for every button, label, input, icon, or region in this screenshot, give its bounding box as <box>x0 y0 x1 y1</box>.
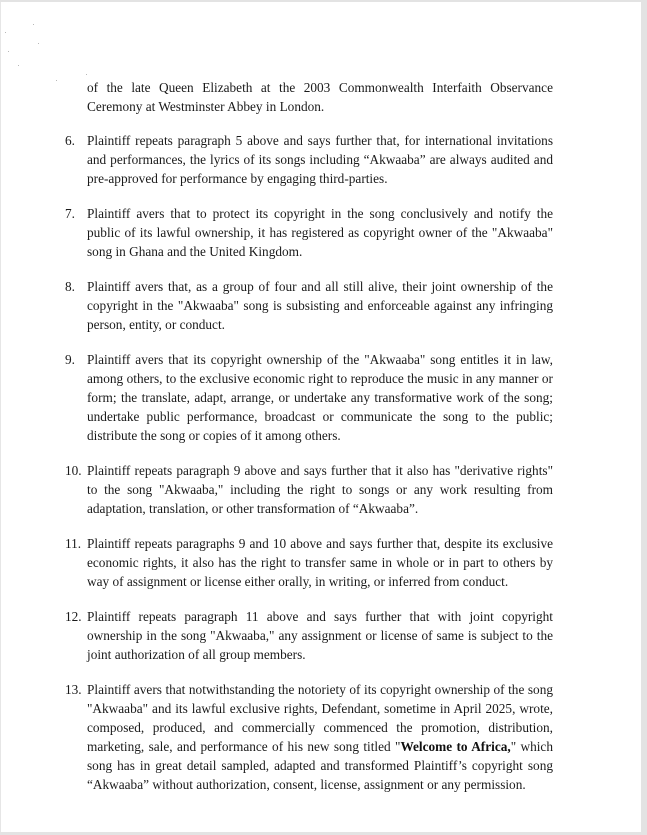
paragraph-13 <box>65 680 553 794</box>
paragraph-number: 9. <box>65 352 75 367</box>
paragraph-number: 11. <box>65 536 82 551</box>
paragraph-text: Plaintiff avers that its copyright ownership of the "Akwaaba" song entitles it in law, among others, to the exclusive economic right to reproduce the music in any manner or form; the translate, adapt, arrange, or undertake any transformative work of the song; undertake public performance, broadcast or communicate the song to the public; distribute the song or copies of it among others. <box>87 352 553 443</box>
paragraph-6 <box>65 131 553 188</box>
paragraph-text <box>87 680 553 794</box>
paragraph-text: Plaintiff repeats paragraph 5 above and says further that, for international invitations and performances, the lyrics of its songs including “Akwaaba” are always audited and pre-approved for performance by engaging third-parties. <box>87 133 553 186</box>
continuation-text: of the late Queen Elizabeth at the 2003 Commonwealth Interfaith Observance Ceremony at Westminster Abbey in London. <box>87 80 553 114</box>
document-body <box>65 78 553 794</box>
paragraph-text: Plaintiff avers that to protect its copyright in the song conclusively and notify the public of its lawful ownership, it has registered as copyright owner of the "Akwaaba" song in Ghana and the United Kingdom. <box>87 206 553 259</box>
paragraph-number: 13. <box>65 682 82 697</box>
paragraph-number: 10. <box>65 463 82 478</box>
paragraph-number: 7. <box>65 206 75 221</box>
paragraph-11 <box>65 534 553 591</box>
paragraph-text-before-title: Plaintiff avers that notwithstanding the notoriety of its copyright ownership of the song "Akwaaba" and its lawful exclusive rights, Defendant, sometime in April 2025, wrote, composed, produced, and commercially commenced the promotion, distribution, marketing, sale, and performance of his new song titled " <box>87 682 553 754</box>
paragraph-text: Plaintiff repeats paragraph 11 above and says further that with joint copyright ownership in the song "Akwaaba," any assignment or license of same is subject to the joint authorization of all group members. <box>87 609 553 662</box>
paragraph-text: Plaintiff repeats paragraphs 9 and 10 above and says further that, despite its exclusive economic rights, it also has the right to transfer same in whole or in part to others by way of assignment or license either orally, in writing, or inferred from conduct. <box>87 536 553 589</box>
paragraph-9 <box>65 350 553 445</box>
paragraph-number: 8. <box>65 279 75 294</box>
paragraph-text-after-title: " which song has in great detail sampled, adapted and transformed Plaintiff’s copyright song “Akwaaba” without authorization, consent, license, assignment or any permission. <box>87 739 553 792</box>
paragraph-8 <box>65 277 553 334</box>
paragraph-text: Plaintiff repeats paragraph 9 above and says further that it also has "derivative rights" to the song "Akwaaba," including the right to songs or any work resulting from adaptation, translation, or other transformation of “Akwaaba”. <box>87 463 553 516</box>
paragraph-10 <box>65 461 553 518</box>
paragraph-12 <box>65 607 553 664</box>
paragraph-number: 6. <box>65 133 75 148</box>
paragraph-text: Plaintiff avers that, as a group of four and all still alive, their joint ownership of the copyright in the "Akwaaba" song is subsisting and enforceable against any infringing person, entity, or conduct. <box>87 279 553 332</box>
document-page <box>0 2 641 832</box>
paragraph-7 <box>65 204 553 261</box>
song-title-bold: Welcome to Africa, <box>400 739 511 754</box>
paragraph-number: 12. <box>65 609 82 624</box>
